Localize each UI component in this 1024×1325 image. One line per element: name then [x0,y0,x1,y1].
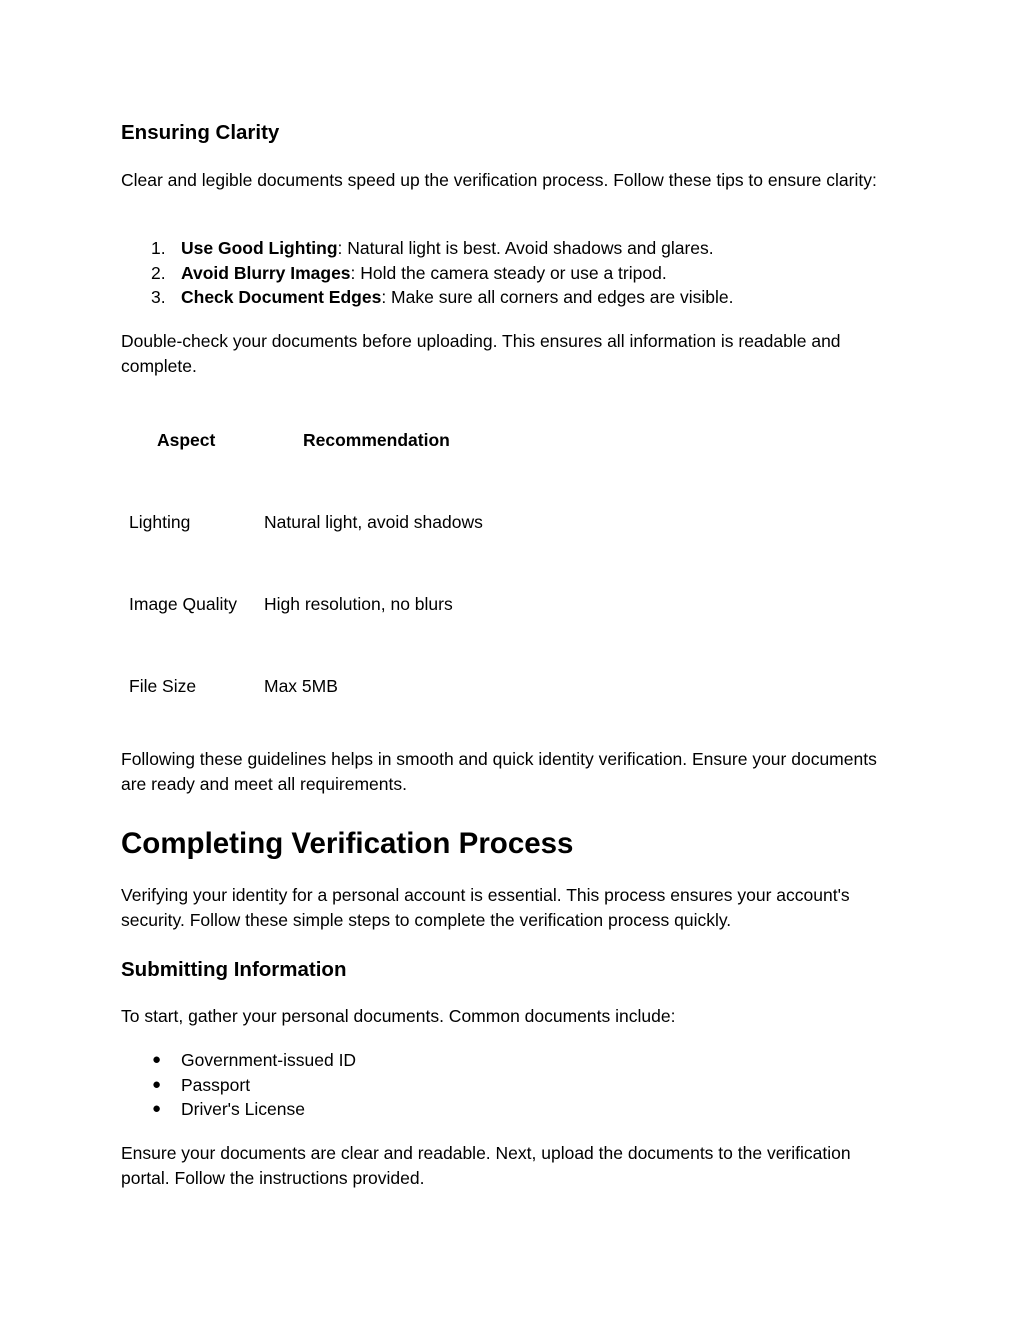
table-cell: High resolution, no blurs [264,594,453,614]
table-cell: Lighting [129,512,191,532]
paragraph-closing: Ensure your documents are clear and readable. Next, upload the documents to the verification portal. Follow the instructions provided. [121,1143,851,1188]
paragraph-clarity-intro: Clear and legible documents speed up the verification process. Follow these tips to ensure clarity: [121,170,877,190]
bullet-icon: ● [152,1075,162,1093]
list-item [121,1073,356,1098]
tip-term: Use Good Lighting [181,238,338,258]
list-number: 1. [151,238,166,258]
tips-list [121,236,733,310]
heading-completing-verification: Completing Verification Process [121,827,574,860]
paragraph-guidelines: Following these guidelines helps in smooth and quick identity verification. Ensure your documents are ready and meet all requirements. [121,749,877,794]
tip-term: Check Document Edges [181,287,382,307]
table-cell: File Size [129,676,197,696]
tip-term: Avoid Blurry Images [181,262,351,283]
list-number: 3. [151,287,166,307]
paragraph-verification-intro: Verifying your identity for a personal account is essential. This process ensures your account's security. Follow these simple steps to complete the verification process quickly. [121,885,850,930]
table-header-recommendation: Recommendation [303,430,450,450]
table-cell: Max 5MB [264,676,338,696]
list-item [121,285,733,310]
tip-description: : Hold the camera steady or use a tripod. [350,262,667,283]
bullet-icon: ● [152,1051,162,1068]
table-cell: Natural light, avoid shadows [264,512,483,532]
documents-list [121,1048,356,1122]
list-item [121,261,733,286]
table-cell: Image Quality [129,594,237,614]
document-name: Passport [181,1074,251,1095]
bullet-icon: ● [152,1100,162,1117]
document-name: Driver's License [181,1099,305,1119]
heading-ensuring-clarity: Ensuring Clarity [121,121,280,144]
heading-submitting-information: Submitting Information [121,958,347,981]
list-item [121,1097,356,1122]
tip-description: : Make sure all corners and edges are visible. [381,287,734,307]
list-item [121,236,733,261]
table-header-aspect: Aspect [157,430,216,450]
tip-description: : Natural light is best. Avoid shadows and glares. [337,238,714,258]
list-item [121,1048,356,1073]
list-number: 2. [151,262,166,283]
document-name: Government-issued ID [181,1050,357,1070]
paragraph-gather-documents: To start, gather your personal documents. Common documents include: [121,1006,676,1026]
paragraph-double-check: Double-check your documents before uploading. This ensures all information is readable and complete. [121,331,841,376]
